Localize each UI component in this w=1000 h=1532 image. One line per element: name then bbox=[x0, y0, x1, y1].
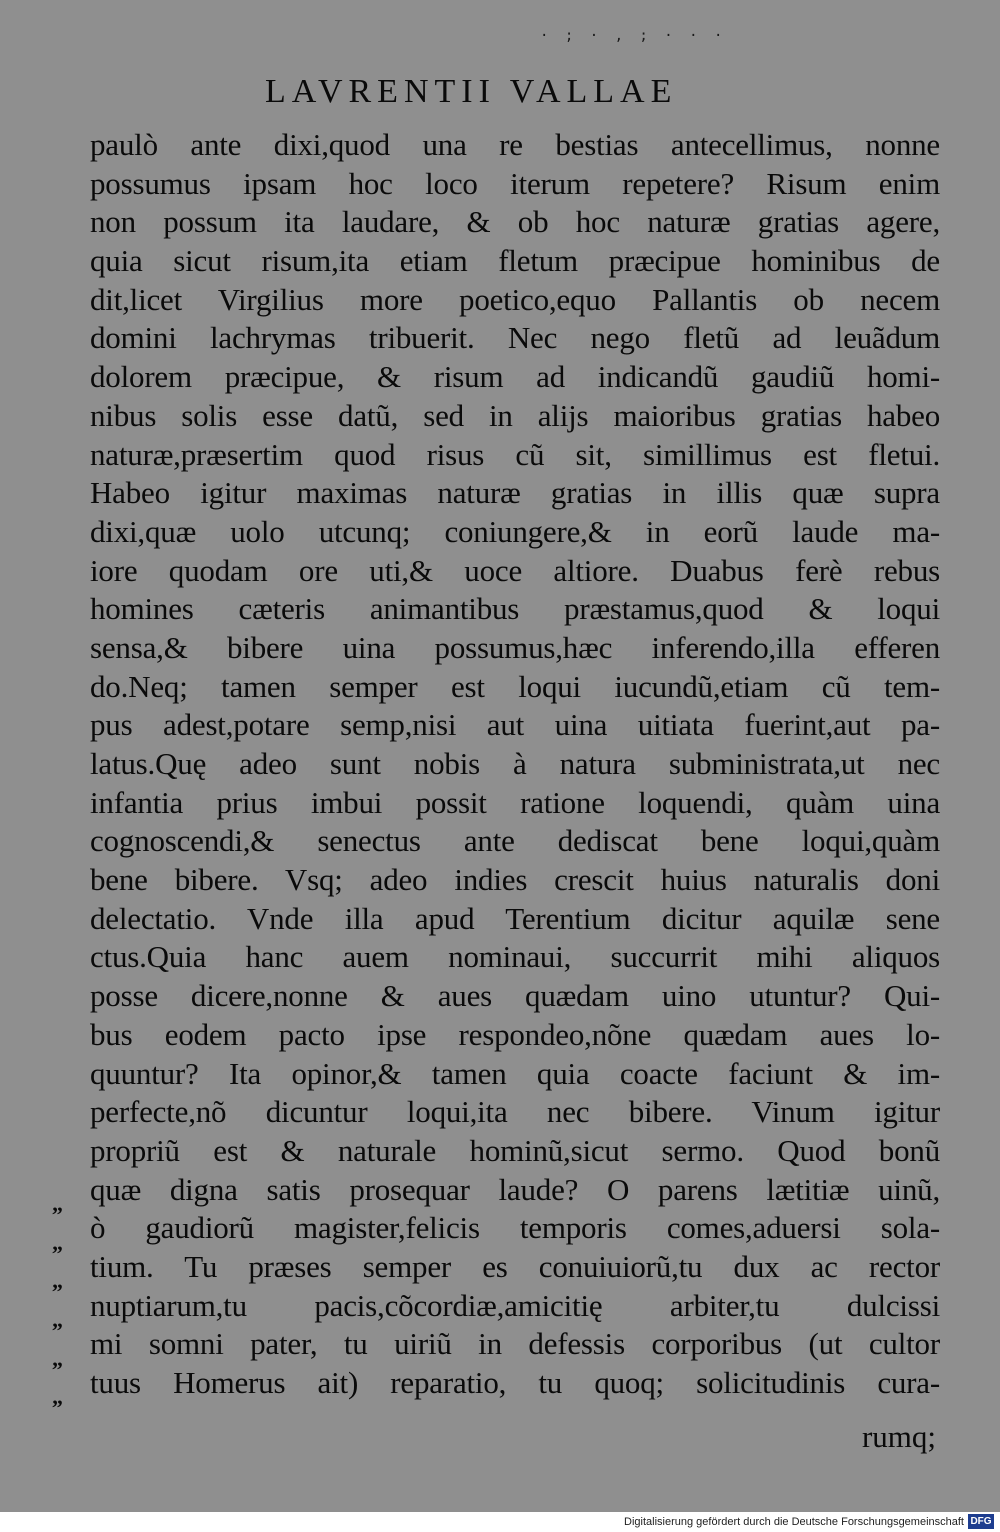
text-line: nuptiarum,tu pacis,cõcordiæ,amicitię arbiter,tu dulcissi bbox=[90, 1287, 940, 1323]
footer-credit: Digitalisierung gefördert durch die Deutsche Forschungsgemeinschaft bbox=[624, 1516, 964, 1528]
text-line: pus adest,potare semp,nisi aut uina uitiata fuerint,aut pa- bbox=[90, 707, 940, 743]
text-line: delectatio. Vnde illa apud Terentium dicitur aquilæ sene bbox=[90, 900, 940, 936]
text-line: tium. Tu præses semper es conuiuiorũ,tu dux ac rector bbox=[90, 1248, 940, 1284]
dfg-logo-icon: DFG bbox=[968, 1514, 994, 1529]
text-line: nibus solis esse datũ, sed in alijs maioribus gratias habeo bbox=[90, 397, 940, 433]
text-line: iore quodam ore uti,& uoce altiore. Duabus ferè rebus bbox=[90, 552, 940, 588]
text-line: latus.Quę adeo sunt nobis à natura subministrata,ut nec bbox=[90, 746, 940, 781]
text-line: bus eodem pacto ipse respondeo,nõne quædam aues lo- bbox=[90, 1016, 940, 1052]
text-line: mi somni pater, tu uiriũ in defessis corporibus (ut cultor bbox=[90, 1326, 940, 1362]
text-line: dixi,quæ uolo utcunq; coniungere,& in eorũ laude ma- bbox=[90, 513, 940, 549]
text-line: dit,licet Virgilius more poetico,equo Pallantis ob necem bbox=[90, 281, 940, 317]
margin-quote-mark: „ bbox=[52, 1191, 63, 1216]
text-line: tuus Homerus ait) reparatio, tu quoq; solicitudinis cura- bbox=[90, 1365, 940, 1400]
print-speckle-decoration: · ; · , ; · · · bbox=[540, 28, 727, 44]
catchword: rumq; bbox=[861, 1419, 936, 1454]
body-text-block bbox=[90, 126, 940, 1403]
text-line: posse dicere,nonne & aues quædam uino utuntur? Qui- bbox=[90, 978, 940, 1014]
margin-quote-mark: „ bbox=[52, 1307, 63, 1333]
text-line: homines cæteris animantibus præstamus,quod & loqui bbox=[90, 591, 940, 627]
margin-quote-mark: „ bbox=[52, 1229, 63, 1255]
text-line: possumus ipsam hoc loco iterum repetere? Risum enim bbox=[90, 165, 940, 201]
margin-quote-mark: „ bbox=[52, 1345, 63, 1371]
text-line: perfecte,nõ dicuntur loqui,ita nec bibere. Vinum igitur bbox=[90, 1094, 940, 1130]
text-line: ò gaudiorũ magister,felicis temporis comes,aduersi sola- bbox=[90, 1210, 940, 1246]
text-line: propriũ est & naturale hominũ,sicut sermo. Quod bonũ bbox=[90, 1132, 940, 1168]
margin-quotation-marks bbox=[52, 1185, 82, 1417]
text-line: bene bibere. Vsq; adeo indies crescit huius naturalis doni bbox=[90, 862, 940, 898]
text-line: cognoscendi,& senectus ante dediscat bene loqui,quàm bbox=[90, 823, 940, 859]
text-line: paulò ante dixi,quod una re bestias antecellimus, nonne bbox=[90, 127, 940, 162]
margin-quote-mark: „ bbox=[52, 1384, 63, 1410]
text-line: quuntur? Ita opinor,& tamen quia coacte faciunt & im- bbox=[90, 1055, 940, 1091]
text-line: sensa,& bibere uina possumus,hæc inferendo,illa efferen bbox=[90, 629, 940, 665]
text-line: non possum ita laudare, & ob hoc naturæ gratias agere, bbox=[90, 204, 940, 240]
margin-quote-mark: „ bbox=[52, 1268, 63, 1294]
footer-bar bbox=[0, 1512, 1000, 1532]
text-line: quæ digna satis prosequar laude? O parens lætitiæ uinũ, bbox=[90, 1171, 940, 1207]
text-line: Habeo igitur maximas naturæ gratias in illis quæ supra bbox=[90, 475, 940, 511]
text-line: dolorem præcipue, & risum ad indicandũ gaudiũ homi- bbox=[90, 359, 940, 395]
text-line: quia sicut risum,ita etiam fletum præcipue hominibus de bbox=[90, 243, 940, 279]
running-head: LAVRENTII VALLAE bbox=[265, 73, 678, 110]
text-line: ctus.Quia hanc auem nominaui, succurrit mihi aliquos bbox=[90, 939, 940, 975]
text-line: infantia prius imbui possit ratione loquendi, quàm uina bbox=[90, 784, 940, 820]
text-line: do.Neq; tamen semper est loqui iucundũ,etiam cũ tem- bbox=[90, 668, 940, 704]
text-line: domini lachrymas tribuerit. Nec nego fletũ ad leuãdum bbox=[90, 320, 940, 356]
text-line: naturæ,præsertim quod risus cũ sit, simillimus est fletui. bbox=[90, 436, 940, 472]
